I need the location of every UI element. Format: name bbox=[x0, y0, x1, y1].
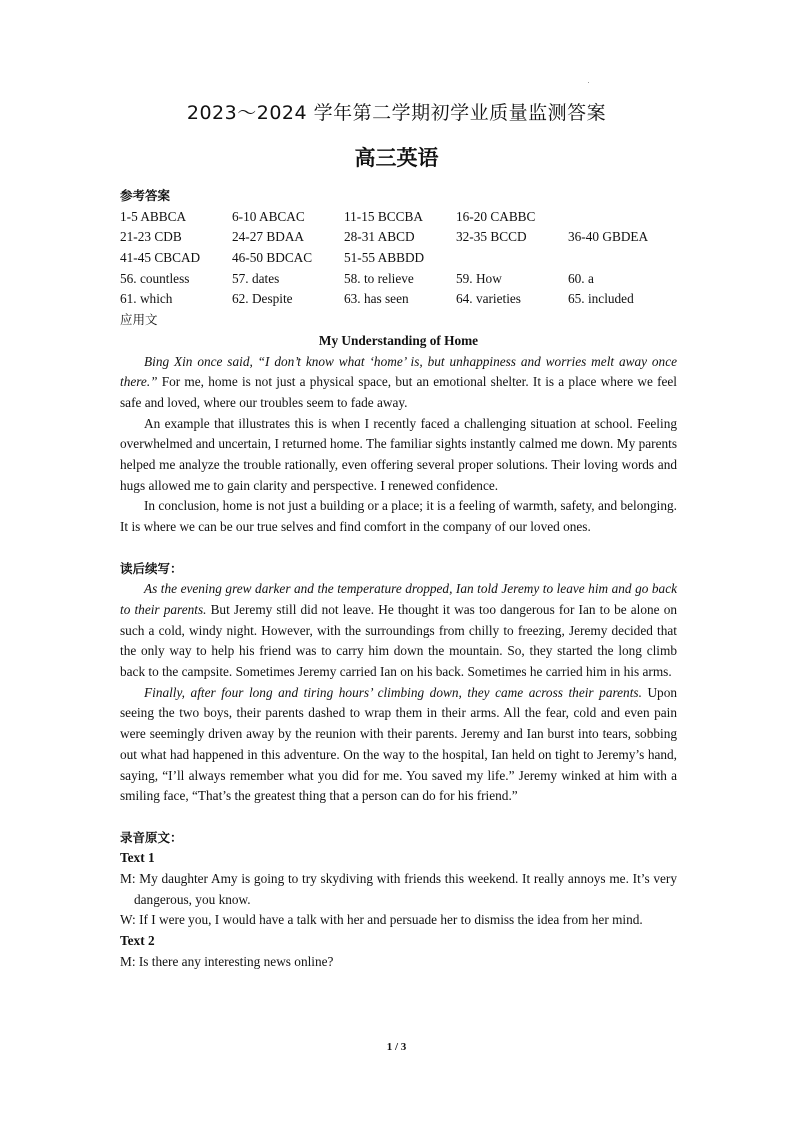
answer-cell: 56. countless bbox=[120, 270, 190, 286]
answer-row bbox=[120, 227, 677, 248]
answer-cell: 32-35 BCCD bbox=[456, 229, 527, 245]
answer-cell: 51-55 ABBDD bbox=[344, 250, 425, 266]
page-number: 1 / 3 bbox=[386, 1041, 407, 1053]
answer-cell: 36-40 GBDEA bbox=[568, 229, 649, 245]
essay-paragraph-2: An example that illustrates this is when I recently faced a challenging situation at school. Feeling overwhelmed and uncertain, I returned home. The familiar sights instantly calmed me down. My parents helped me analyze the trouble rationally, even offering several proper solutions. Their loving words and hugs allowed me to gain clarity and perspective. I renewed confidence. bbox=[120, 415, 677, 493]
answer-table bbox=[120, 207, 677, 310]
continuation-p2-text: Upon seeing the two boys, their parents dashed to wrap them in their arms. All the fear, cold and even pain were seemingly driven away by the reunion with their parents. Jeremy and Ian burst into tears, sobbing out what had happened in this adventure. On the way to the hospital, Ian held on tight to Jeremy’s hand, saying, “I’ll always remember what you did for me. You saved my life.” Jeremy winked at him with a smiling face, “That’s the greatest thing that a person can do for his friend.” bbox=[120, 684, 677, 804]
answer-row bbox=[120, 289, 677, 310]
applied-writing-label: 应用文 bbox=[120, 312, 158, 328]
answer-row bbox=[120, 207, 677, 228]
continuation-p1-text: But Jeremy still did not leave. He thought it was too dangerous for Ian to be alone on such a cold, windy night. However, with the surroundings from chilly to freezing, Jeremy decided that the only way to help his friend was to carry him down the mountain. So, they started the long climb back to the campsite. Sometimes Jeremy carried Ian on his back. Sometimes he carried him in his arms. bbox=[120, 601, 677, 680]
answer-cell: 24-27 BDAA bbox=[232, 229, 305, 245]
answer-cell: 58. to relieve bbox=[344, 270, 414, 286]
text1-label: Text 1 bbox=[120, 850, 155, 866]
answer-cell: 41-45 CBCAD bbox=[120, 250, 201, 266]
answer-cell: 61. which bbox=[120, 291, 173, 307]
answer-cell: 57. dates bbox=[232, 270, 280, 286]
scan-speck bbox=[588, 82, 589, 83]
dialogue-line: M: Is there any interesting news online? bbox=[120, 953, 334, 969]
answer-cell: 62. Despite bbox=[232, 291, 293, 307]
essay-quote: Bing Xin once said, “I don’t know what ‘home’ is, but unhappiness and worries melt away once there.” bbox=[120, 353, 677, 390]
dialogue-line: W: If I were you, I would have a talk with her and persuade her to dismiss the idea from her mind. bbox=[120, 912, 643, 928]
text2-label: Text 2 bbox=[120, 933, 155, 949]
transcript-heading: 录音原文： bbox=[120, 829, 183, 845]
spacer bbox=[120, 807, 677, 828]
answer-cell: 6-10 ABCAC bbox=[232, 208, 305, 224]
answer-cell: 60. a bbox=[568, 270, 594, 286]
answer-row bbox=[120, 269, 677, 290]
answer-cell bbox=[456, 248, 568, 269]
continuation-lead-1: As the evening grew darker and the temperature dropped, Ian told Jeremy to leave him and go back to their parents. bbox=[120, 581, 677, 617]
answers-heading: 参考答案 bbox=[120, 188, 171, 203]
spacer bbox=[120, 538, 677, 559]
essay-title: My Understanding of Home bbox=[318, 332, 479, 348]
continuation-paragraph-2 bbox=[120, 683, 677, 807]
essay-paragraph-3: In conclusion, home is not just a building or a place; it is a feeling of warmth, safety, and belonging. It is where we can be our true selves and find comfort in the company of our loved ones. bbox=[120, 498, 677, 535]
document-title: 2023～2024 学年第二学期初学业质量监测答案 bbox=[186, 102, 607, 124]
answer-cell: 1-5 ABBCA bbox=[120, 208, 187, 224]
dialogue-line: M: My daughter Amy is going to try skydiving with friends this weekend. It really annoys me. It’s very dangerous, you know. bbox=[120, 871, 677, 907]
answer-cell: 64. varieties bbox=[456, 291, 521, 307]
answer-cell: 46-50 BDCAC bbox=[232, 250, 313, 266]
continuation-lead-2: Finally, after four long and tiring hours’ climbing down, they came across their parents. bbox=[144, 684, 642, 700]
answer-cell: 28-31 ABCD bbox=[344, 229, 415, 245]
continuation-heading: 读后续写： bbox=[120, 560, 183, 576]
answer-row bbox=[120, 248, 677, 269]
document-subtitle: 高三英语 bbox=[354, 146, 439, 170]
continuation-paragraph-1 bbox=[120, 579, 677, 683]
answer-cell: 59. How bbox=[456, 270, 502, 286]
answer-cell: 21-23 CDB bbox=[120, 229, 182, 245]
answer-cell: 11-15 BCCBA bbox=[344, 208, 423, 224]
essay-paragraph-1 bbox=[120, 352, 677, 414]
answer-cell: 65. included bbox=[568, 291, 634, 307]
answer-cell: 16-20 CABBC bbox=[456, 208, 536, 224]
document-body bbox=[120, 186, 677, 973]
essay-p1-text: For me, home is not just a physical space, but an emotional shelter. It is a place where we feel safe and loved, where our troubles seem to fade away. bbox=[120, 374, 677, 410]
answer-cell: 63. has seen bbox=[344, 291, 409, 307]
